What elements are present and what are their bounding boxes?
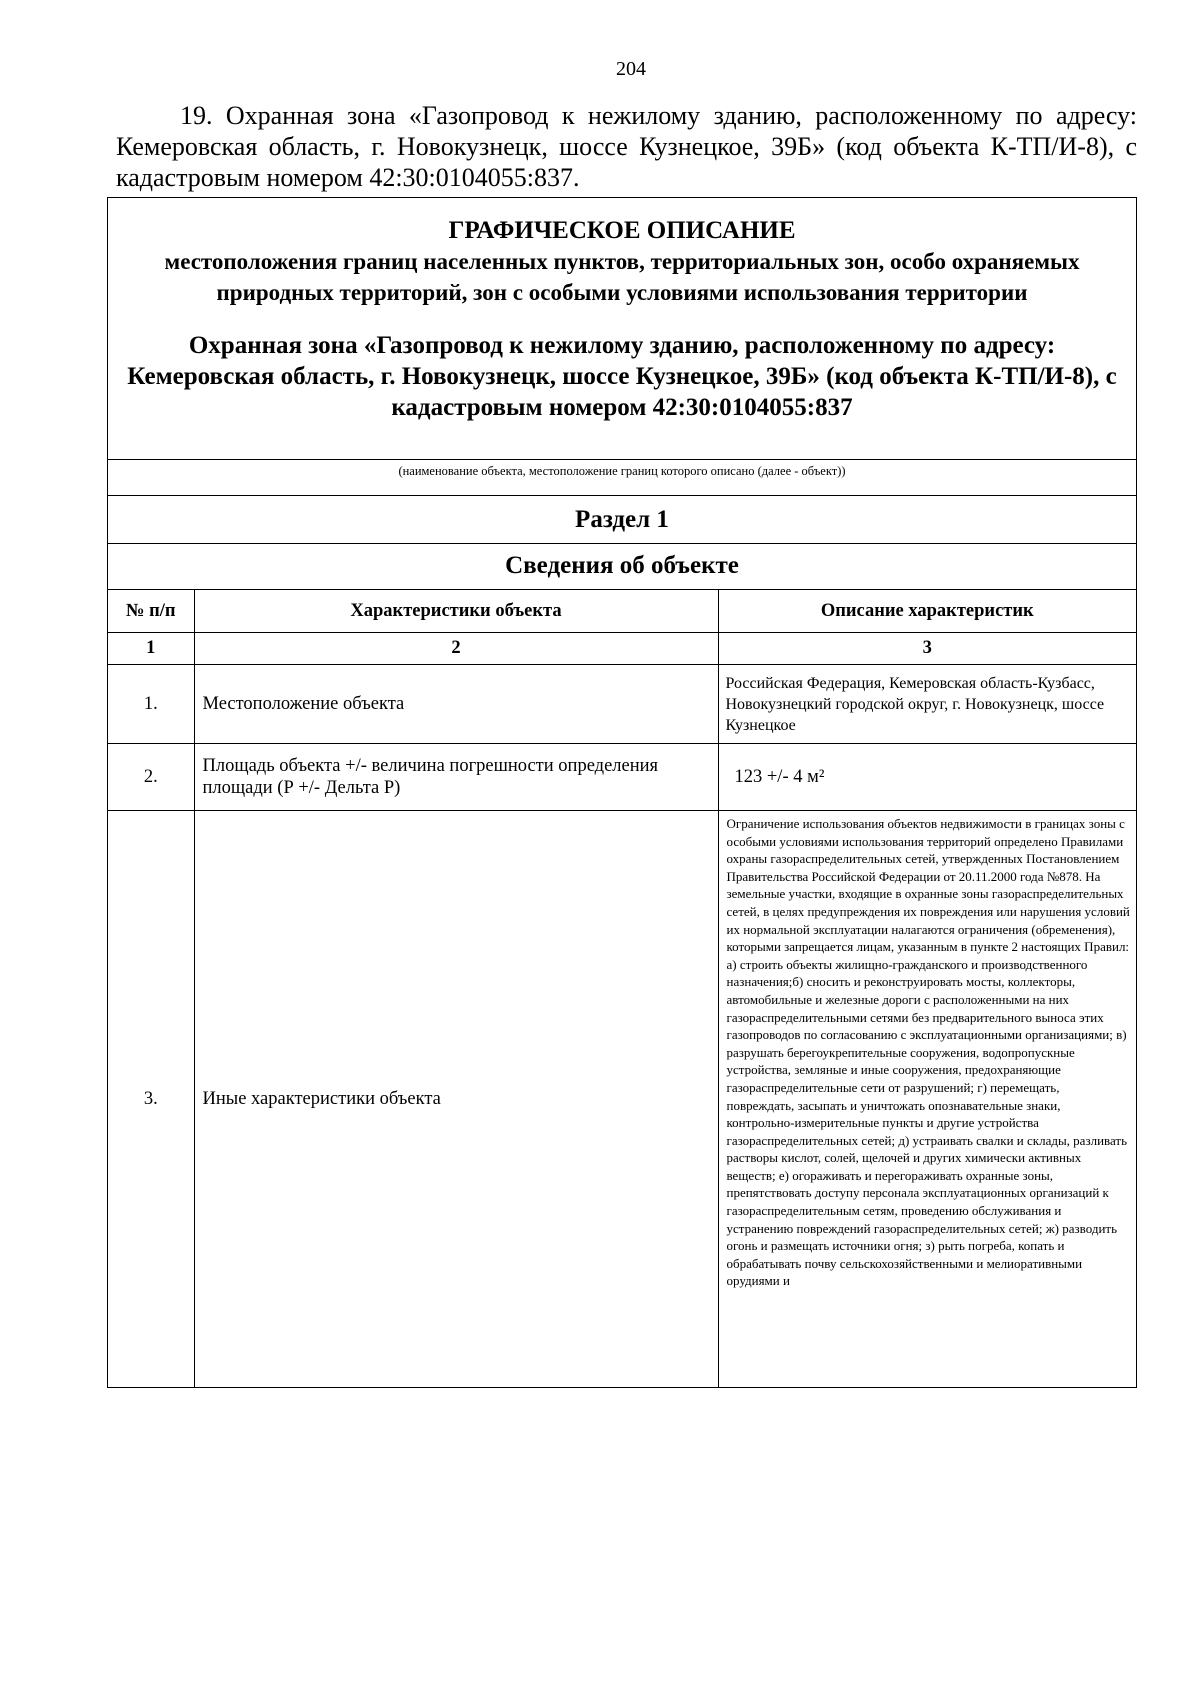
row-number: 2. (108, 744, 194, 811)
page-number: 204 (616, 58, 646, 80)
row-number: 3. (108, 811, 194, 1388)
row-description: 123 +/- 4 м² (718, 744, 1136, 811)
intro-paragraph (116, 100, 1137, 193)
column-number-row (108, 633, 1136, 665)
column-number: 2 (194, 633, 718, 665)
row-characteristic: Площадь объекта +/- величина погрешности определения площади (Р +/- Дельта Р) (194, 744, 718, 811)
row-description: Ограничение использования объектов недвижимости в границах зоны с особыми условиями использования территорий определено Правилами охраны газораспределительных сетей, утвержденных Постановлением Правительства Российской Федерации от 20.11.2000 года №878. На земельные участки, входящие в охранные зоны газораспределительных сетей, в целях предупреждения их повреждения или нарушения условий их нормальной эксплуатации налагаются ограничения (обременения), которыми запрещается лицам, указанным в пункте 2 настоящих Правил: а) строить объекты жилищно-гражданского и производственного назначения;б) сносить и реконструировать мосты, коллекторы, автомобильные и железные дороги с расположенными на них газораспределительными сетями без предварительного выноса этих газопроводов по согласованию с эксплуатационными организациями; в) разрушать берегоукрепительные сооружения, водопропускные устройства, земляные и иные сооружения, предохраняющие газораспределительные сети от разрушений; г) перемещать, повреждать, засыпать и уничтожать опознавательные знаки, контрольно-измерительные пункты и другие устройства газораспределительных сетей; д) устраивать свалки и склады, разливать растворы кислот, солей, щелочей и других химически активных веществ; е) огораживать и перегораживать охранные зоны, препятствовать доступу персонала эксплуатационных организаций к газораспределительным сетям, проведению обслуживания и устранению повреждений газораспределительных сетей; ж) разводить огонь и размещать источники огня; з) рыть погреба, копать и обрабатывать почву сельскохозяйственными и мелиоративными орудиями и (726, 816, 1130, 1289)
row-description: Российская Федерация, Кемеровская область-Кузбасс, Новокузнецкий городской округ, г. Новокузнецк, шоссе Кузнецкое (718, 665, 1136, 744)
column-number: 3 (718, 633, 1136, 665)
row-characteristic: Местоположение объекта (194, 665, 718, 744)
section-title: Раздел 1 (108, 495, 1136, 543)
object-name: Охранная зона «Газопровод к нежилому зданию, расположенному по адресу: Кемеровская область, г. Новокузнецк, шоссе Кузнецкое, 39Б» (код объекта К-ТП/И-8), с кадастровым номером 42:30:0104055:837 (127, 332, 1117, 421)
header-cell-characteristic: Характеристики объекта (194, 590, 718, 633)
table-row (108, 744, 1136, 811)
header-cell-number: № п/п (108, 590, 194, 633)
row-description-clip (719, 811, 1137, 1387)
table-row (108, 811, 1136, 1388)
intro-text: 19. Охранная зона «Газопровод к нежилому зданию, расположенному по адресу: Кемеровская область, г. Новокузнецк, шоссе Кузнецкое, 39Б» (код объекта К-ТП/И-8), с кадастровым номером 42:30:0104055:837. (116, 101, 1137, 192)
row-number: 1. (108, 665, 194, 744)
row-description-cell (718, 811, 1136, 1388)
form-header (108, 198, 1136, 459)
object-caption: (наименование объекта, местоположение границ которого описано (далее - объект)) (108, 459, 1136, 495)
form-title: ГРАФИЧЕСКОЕ ОПИСАНИЕ (448, 217, 796, 244)
object-info-table (108, 589, 1136, 1387)
table-header-row (108, 590, 1136, 633)
form-subtitle: местоположения границ населенных пунктов, территориальных зон, особо охраняемых природных территорий, зон с особыми условиями использования территории (164, 249, 1080, 305)
table-row (108, 665, 1136, 744)
graphic-description-form (107, 197, 1137, 1388)
column-number: 1 (108, 633, 194, 665)
header-cell-description: Описание характеристик (718, 590, 1136, 633)
row-characteristic: Иные характеристики объекта (194, 811, 718, 1388)
section-subtitle: Сведения об объекте (108, 543, 1136, 589)
